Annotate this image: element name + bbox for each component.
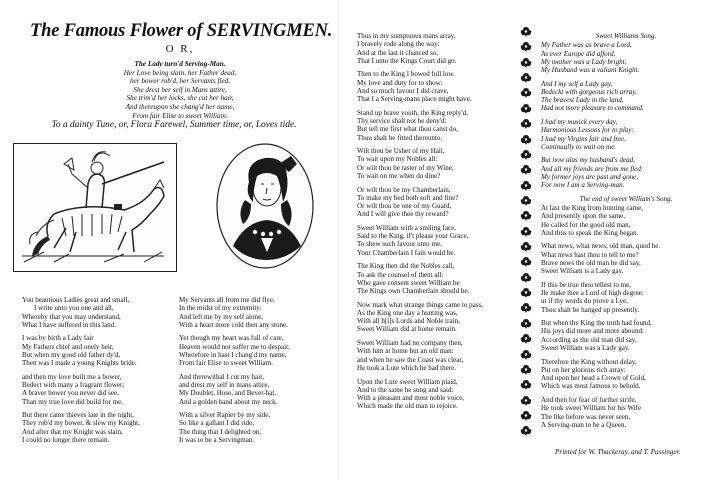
verse-line: But tell me first what thou canst do, bbox=[357, 125, 458, 134]
verse-line: ut if thy words do prove a Lye, bbox=[541, 297, 628, 306]
fleuron-icon bbox=[520, 180, 532, 192]
verse-line: And presently upon the same, bbox=[541, 212, 625, 221]
verse-line: He called for the good old man, bbox=[541, 220, 631, 229]
ballad-title: The Famous Flower of SERVINGMEN. bbox=[30, 21, 333, 41]
verse-line: To wait on me when do dine? bbox=[357, 171, 441, 180]
verse-line: I bravely rode along the way: bbox=[357, 40, 440, 49]
verse-line: My love and duty for to show: bbox=[357, 78, 443, 87]
verse-line: Wilt thou be Usher of my Hall, bbox=[357, 147, 445, 156]
stanza bbox=[179, 296, 290, 329]
verse-line: And to the same he sung and said: bbox=[357, 385, 454, 394]
fleuron-icon bbox=[520, 87, 532, 99]
fleuron-icon bbox=[520, 256, 532, 268]
printer-imprint: Printed for W. Thackeray, and T. Passinger. bbox=[555, 448, 681, 456]
verse-line: Bedeckt with gorgeous rich array, bbox=[541, 87, 637, 96]
verse-line: Which made the old man to rejoice. bbox=[357, 402, 458, 411]
tune-line: To a dainty Tune, or, Flora Farewel, Summer time, or, Loves tide. bbox=[51, 120, 297, 130]
verse-line: And after that my Knight was slain, bbox=[22, 427, 123, 436]
stanza bbox=[541, 242, 711, 275]
verse-line: And all my friends are from me fled: bbox=[541, 164, 644, 173]
fleuron-icon bbox=[520, 425, 532, 437]
verse-line: The bravest Lady in the land, bbox=[541, 96, 624, 105]
stanza bbox=[541, 41, 711, 74]
verse-line: To make my bed both soft and fine? bbox=[357, 193, 459, 202]
verse-line: Sweet William with a smiling face, bbox=[357, 223, 457, 232]
verse-line: Put on her glorious rich array: bbox=[541, 365, 626, 374]
verse-line: Sweet William did at home remain. bbox=[357, 325, 457, 334]
verse-line: And I my self a Lady gay, bbox=[541, 79, 613, 88]
fleuron-icon bbox=[520, 57, 532, 69]
verse-line: From fair Elise to sweet William. bbox=[179, 359, 273, 368]
verse-line: My Fathers chief and onely heir, bbox=[22, 342, 114, 351]
verse-line: Brave news the old man he did say, bbox=[541, 258, 641, 267]
fleuron-icon bbox=[520, 210, 532, 222]
stanza bbox=[541, 80, 711, 113]
stanza bbox=[22, 334, 140, 367]
verse-line: In the midst of my extremity: bbox=[179, 304, 262, 313]
stanza bbox=[357, 339, 483, 372]
song-heading: Sweet Williams Song. bbox=[595, 32, 657, 40]
verse-line: My Doublet, Hose, and Bever-hat, bbox=[179, 389, 277, 398]
verse-line: The like before was never seen, bbox=[541, 412, 631, 421]
verse-line: What news, what news, old man, quod he. bbox=[541, 242, 661, 251]
stanza bbox=[541, 281, 711, 314]
verse-line: I had my Virgins fair and free, bbox=[541, 134, 626, 143]
verse-line: And upon her head a Crown of Gold, bbox=[541, 374, 646, 383]
verse-line: My mother was a Lady bright, bbox=[541, 57, 627, 66]
fleuron-icon bbox=[520, 410, 532, 422]
verse-column-2 bbox=[179, 296, 290, 450]
verse-line: As the King one day a hunting was, bbox=[357, 308, 458, 317]
verse-line: I had my musick every day, bbox=[541, 118, 618, 127]
verse-line: To wait upon my Nobles all: bbox=[357, 155, 438, 164]
verse-line: To shew such favour unto me, bbox=[357, 240, 442, 249]
verse-line: Now mark what strange things came to pass, bbox=[357, 300, 484, 309]
fleuron-icon bbox=[520, 349, 532, 361]
verse-line: That I unto the Kings Court did go. bbox=[357, 56, 457, 65]
verse-line: A braver bower you never did see, bbox=[22, 389, 119, 398]
verse-line: Continually to wait on me. bbox=[541, 142, 616, 151]
verse-line: That I a Serving-mans place might have. bbox=[357, 95, 472, 104]
subtitle-line: She drest her self in Mans attire, bbox=[133, 85, 227, 94]
verse-line: With a pleasant and most noble voice, bbox=[357, 394, 465, 403]
verse-line: The Kings own Chamberlain should be. bbox=[357, 287, 470, 296]
subtitle-line: Her Love being slain, her Father dead, bbox=[123, 68, 237, 77]
verse-line: A Serving-man to be a Queen. bbox=[541, 420, 627, 429]
verse-line: What news hast thou to tell to me? bbox=[541, 250, 639, 259]
verse-line: Bedect with many a fragrant flower; bbox=[22, 381, 125, 390]
verse-line: At last the King from hunting came, bbox=[541, 204, 643, 213]
verse-line: And therewithal I cut my hair, bbox=[179, 372, 265, 381]
verse-line: And left me by my self alone, bbox=[179, 312, 263, 321]
fleuron-icon bbox=[520, 149, 532, 161]
verse-line: I was by birth a Lady fair bbox=[22, 334, 94, 343]
verse-line: According as the old man did say, bbox=[541, 335, 637, 344]
fleuron-border bbox=[519, 26, 535, 441]
stanza bbox=[357, 224, 483, 257]
verse-line: Sweet William was a Lady gay. bbox=[541, 343, 630, 352]
fleuron-icon bbox=[520, 395, 532, 407]
fleuron-icon bbox=[520, 118, 532, 130]
fleuron-icon bbox=[520, 164, 532, 176]
verse-line: I write unto you one and all, bbox=[34, 304, 114, 313]
verse-line: Ile make thee a Lord of high degree: bbox=[541, 289, 644, 298]
stanza bbox=[357, 378, 483, 411]
stanza bbox=[357, 262, 483, 295]
verse-column-1 bbox=[22, 296, 140, 450]
page-fold bbox=[338, 0, 339, 480]
verse-line: And thus to speak the King began. bbox=[541, 228, 639, 237]
verse-line: Then was I made a young Knights bride. bbox=[22, 359, 137, 368]
fleuron-icon bbox=[520, 134, 532, 146]
verse-line: Upon the Lute sweet William plaid, bbox=[357, 377, 458, 386]
verse-line: Your Chamberlain I fain would be. bbox=[357, 248, 456, 257]
verse-line: Heaven would not suffer me to despair, bbox=[179, 342, 290, 351]
stanza bbox=[357, 147, 483, 180]
closing-verses bbox=[541, 204, 711, 429]
stanza bbox=[541, 156, 711, 189]
song-verses bbox=[541, 41, 711, 189]
verse-line: I could no longer there remain. bbox=[22, 435, 110, 444]
verse-line: Sweet William had no company then, bbox=[357, 339, 463, 348]
subtitle-line: The Lady turn'd Serving-Man. bbox=[134, 60, 226, 68]
stanza bbox=[22, 373, 140, 406]
subtitle-line: And thereupon she chang'd her name, bbox=[125, 102, 235, 111]
fleuron-icon bbox=[520, 72, 532, 84]
verse-line: The thing that I delighted on, bbox=[179, 427, 262, 436]
verse-line: Than my true love did build for me. bbox=[22, 397, 123, 406]
song-end-heading: The end of sweet William's Song. bbox=[579, 194, 673, 203]
verse-line: With a heart more cold then any stone. bbox=[179, 320, 288, 329]
verse-line: Or wilt thou be my Chamberlain, bbox=[357, 185, 451, 194]
verse-line: Thus in my sumptuous mans array, bbox=[357, 32, 456, 40]
verse-line: With a silver Rapier by my side, bbox=[179, 411, 271, 420]
stanza bbox=[179, 334, 290, 367]
verse-line: Therefore the King without delay, bbox=[541, 357, 637, 366]
stanza bbox=[541, 319, 711, 352]
verse-line: But there came thieves late in the night, bbox=[22, 411, 134, 420]
verse-line: If this be true thou tellest to me, bbox=[541, 280, 632, 289]
verse-line: So like a gallant I did ride, bbox=[179, 419, 254, 428]
stanza bbox=[357, 32, 483, 65]
stanza bbox=[541, 204, 711, 237]
verse-column-3 bbox=[357, 32, 483, 416]
subtitle-line: her bower rob'd, her Servants fled, bbox=[129, 77, 231, 86]
knight-on-horse-woodcut-icon bbox=[13, 143, 177, 272]
verse-line: With all h[i]s Lords and Noble train, bbox=[357, 317, 460, 326]
verse-line: Harmonious Lessons for to play: bbox=[541, 126, 634, 135]
stanza bbox=[541, 396, 711, 429]
fleuron-icon bbox=[520, 364, 532, 376]
verse-line: What I have suffered in this land. bbox=[22, 320, 116, 329]
stanza bbox=[179, 411, 290, 444]
fleuron-icon bbox=[520, 318, 532, 330]
verse-line: You beautious Ladies great and small, bbox=[22, 296, 130, 304]
title-or: O R, bbox=[165, 43, 195, 55]
verse-line: And at the last it chanced so, bbox=[357, 48, 439, 57]
verse-line: My Servants all from me did flye, bbox=[179, 296, 275, 304]
verse-line: Thy service shall not be deny'd: bbox=[357, 117, 447, 126]
fleuron-icon bbox=[520, 103, 532, 115]
verse-line: To ask the counsel of them all: bbox=[357, 270, 444, 279]
verse-line: Thou shalt be hanged up presently. bbox=[541, 305, 640, 314]
verse-line: He took a Lute which he had there. bbox=[357, 363, 457, 372]
verse-line: Thou shalt be fitted thereunto. bbox=[357, 133, 443, 142]
verse-line: Said to the King, if't please your Grace, bbox=[357, 232, 469, 241]
fleuron-icon bbox=[520, 241, 532, 253]
verse-line: And then for fear of further strife, bbox=[541, 396, 637, 405]
fleuron-icon bbox=[520, 226, 532, 238]
verse-line: And I will give thee thy reward? bbox=[357, 210, 449, 219]
stanza bbox=[357, 109, 483, 142]
stanza bbox=[541, 358, 711, 391]
fleuron-icon bbox=[520, 41, 532, 53]
verse-line: As ever Europe did afford, bbox=[541, 49, 616, 58]
fleuron-icon bbox=[520, 272, 532, 284]
verse-line: His joys did more and more abound: bbox=[541, 327, 644, 336]
stanza bbox=[541, 118, 711, 151]
stanza bbox=[357, 70, 483, 103]
verse-line: Or wilt thou be taster of my Wine, bbox=[357, 163, 454, 172]
verse-line: Stand up brave youth, the King reply'd, bbox=[357, 108, 468, 117]
verse-line: Wherefore in hast I chang'd my name, bbox=[179, 350, 287, 359]
verse-line: and when he saw the Coast was clear, bbox=[357, 355, 464, 364]
subtitle-block bbox=[30, 60, 330, 120]
verse-line: Or wilt thou be one of my Guard, bbox=[357, 202, 452, 211]
verse-line: My former joys are past and gone, bbox=[541, 172, 639, 181]
fleuron-icon bbox=[520, 26, 532, 38]
stanza bbox=[22, 296, 140, 329]
verse-line: and then my love built me a bower, bbox=[22, 372, 122, 381]
verse-line: But when my good old father dy'd, bbox=[22, 350, 121, 359]
verse-line: With him at home but an old man: bbox=[357, 347, 454, 356]
verse-line: But when the King the truth had found, bbox=[541, 319, 652, 328]
verse-line: Who gave consent sweet William be bbox=[357, 278, 460, 287]
verse-line: And a golden band about my neck. bbox=[179, 397, 278, 406]
stanza bbox=[357, 301, 483, 334]
verse-line: But now alas my husband's dead, bbox=[541, 156, 635, 165]
stanza bbox=[179, 373, 290, 406]
verse-line: Which was most famous to behold. bbox=[541, 382, 641, 391]
fleuron-icon bbox=[520, 379, 532, 391]
verse-line: He took sweet William for his Wife bbox=[541, 404, 642, 413]
fleuron-icon bbox=[520, 287, 532, 299]
fleuron-icon bbox=[520, 302, 532, 314]
verse-line: It was to be a Servingman. bbox=[179, 435, 255, 444]
verse-line: For now I am a Serving-man. bbox=[541, 181, 625, 190]
verse-line: Yet though my heart was full of care, bbox=[179, 334, 284, 343]
verse-line: They rob'd my bower, & slew my Knight, bbox=[22, 419, 140, 428]
verse-line: Whereby that you may understand, bbox=[22, 312, 121, 321]
subtitle-line: From fair Elise to sweet William. bbox=[132, 111, 228, 120]
fleuron-icon bbox=[520, 333, 532, 345]
subtitle-line: She trim'd her locks, she cut her hair, bbox=[126, 94, 234, 103]
verse-line: My Father was as brave a Lord, bbox=[541, 41, 632, 50]
fleuron-icon bbox=[520, 195, 532, 207]
verse-line: and drest my self in mans attire, bbox=[179, 381, 270, 390]
verse-column-4 bbox=[541, 32, 711, 434]
verse-line: The King then did the Nobles call, bbox=[357, 262, 455, 271]
stanza bbox=[22, 411, 140, 444]
verse-line: Had not more pleasure to command. bbox=[541, 104, 644, 113]
verse-line: And so much favour I did crave, bbox=[357, 86, 449, 95]
lady-portrait-woodcut-icon bbox=[215, 142, 315, 270]
verse-line: My Husband was a valiant Knight. bbox=[541, 66, 640, 74]
stanza bbox=[357, 186, 483, 219]
verse-line: Then to the King I bowed full low. bbox=[357, 70, 455, 79]
verse-line: Sweet William is a Lady gay. bbox=[541, 267, 624, 276]
